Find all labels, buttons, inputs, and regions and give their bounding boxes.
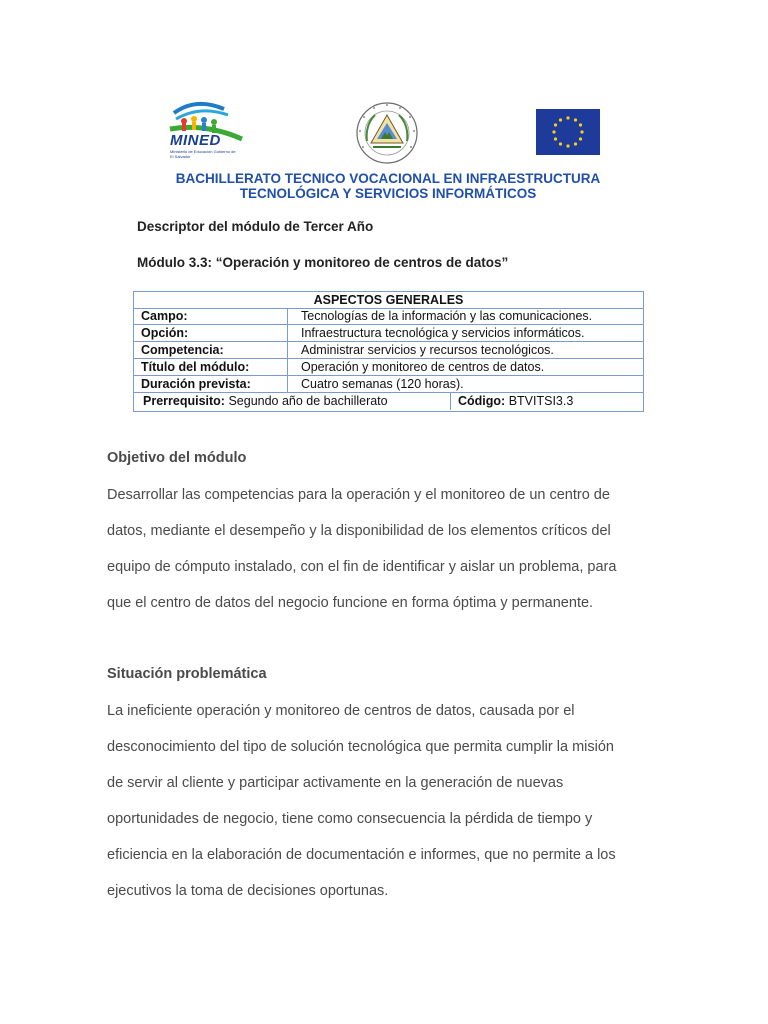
table-row-value: Infraestructura tecnológica y servicios informáticos. — [301, 326, 585, 340]
paragraph-line: que el centro de datos del negocio funcione en forma óptima y permanente. — [107, 595, 594, 611]
code-label: Código: — [458, 394, 506, 408]
program-title-line-2: TECNOLÓGICA Y SERVICIOS INFORMÁTICOS — [239, 186, 537, 201]
table-row-value: Administrar servicios y recursos tecnológicos. — [301, 343, 554, 357]
table-row-label: Título del módulo: — [141, 360, 250, 374]
eu-flag-icon — [536, 109, 600, 155]
el-salvador-seal-icon — [355, 101, 419, 165]
objective-paragraph — [107, 477, 647, 621]
problem-heading: Situación problemática — [107, 666, 267, 682]
code-value: BTVITSI3.3 — [508, 394, 574, 408]
table-column-divider — [287, 359, 288, 375]
paragraph-line: desconocimiento del tipo de solución tecnológica que permita cumplir la misión — [107, 739, 614, 755]
paragraph-line: ejecutivos la toma de decisiones oportunas. — [107, 883, 389, 899]
table-row — [134, 342, 643, 359]
module-descriptor-heading: Descriptor del módulo de Tercer Año — [137, 219, 374, 234]
problem-paragraph — [107, 693, 647, 909]
mined-logo-text: MINED — [170, 132, 221, 149]
table-row-label: Campo: — [141, 309, 188, 323]
paragraph-line: La ineficiente operación y monitoreo de centros de datos, causada por el — [107, 703, 575, 719]
prerequisite-value: Segundo año de bachillerato — [228, 394, 388, 408]
table-column-divider — [287, 308, 288, 324]
objective-heading: Objetivo del módulo — [107, 450, 247, 466]
mined-logo-subtitle: Ministerio de Educación Gobierno de El Salvador — [170, 149, 236, 159]
prerequisite-cell — [143, 393, 388, 409]
code-cell — [458, 393, 573, 409]
paragraph-line: Desarrollar las competencias para la operación y el monitoreo de un centro de — [107, 487, 610, 503]
table-row-label: Competencia: — [141, 343, 224, 357]
table-row — [134, 325, 643, 342]
program-title — [150, 171, 626, 201]
table-header: ASPECTOS GENERALES — [134, 292, 643, 309]
paragraph-line: datos, mediante el desempeño y la disponibilidad de los elementos críticos del — [107, 523, 611, 539]
program-title-line-1: BACHILLERATO TECNICO VOCACIONAL EN INFRAESTRUCTURA — [175, 171, 601, 186]
table-row-label: Duración prevista: — [141, 377, 251, 391]
table-row — [134, 393, 643, 410]
table-column-divider — [287, 342, 288, 358]
table-row-value: Operación y monitoreo de centros de datos. — [301, 360, 545, 374]
paragraph-line: de servir al cliente y participar activamente en la generación de nuevas — [107, 775, 564, 791]
general-aspects-table — [133, 291, 644, 412]
table-row — [134, 359, 643, 376]
table-column-divider — [287, 325, 288, 341]
mined-logo — [166, 99, 246, 161]
table-column-divider — [287, 376, 288, 392]
module-title: Módulo 3.3: “Operación y monitoreo de centros de datos” — [137, 255, 509, 270]
table-row-value: Tecnologías de la información y las comunicaciones. — [301, 309, 593, 323]
table-row — [134, 376, 643, 393]
paragraph-line: eficiencia en la elaboración de documentación e informes, que no permite a los — [107, 847, 616, 863]
table-column-divider — [450, 393, 451, 410]
table-row-label: Opción: — [141, 326, 189, 340]
prerequisite-label: Prerrequisito: — [143, 394, 225, 408]
table-row — [134, 308, 643, 325]
paragraph-line: oportunidades de negocio, tiene como consecuencia la pérdida de tiempo y — [107, 811, 593, 827]
paragraph-line: equipo de cómputo instalado, con el fin de identificar y aislar un problema, para — [107, 559, 617, 575]
table-row-value: Cuatro semanas (120 horas). — [301, 377, 464, 391]
